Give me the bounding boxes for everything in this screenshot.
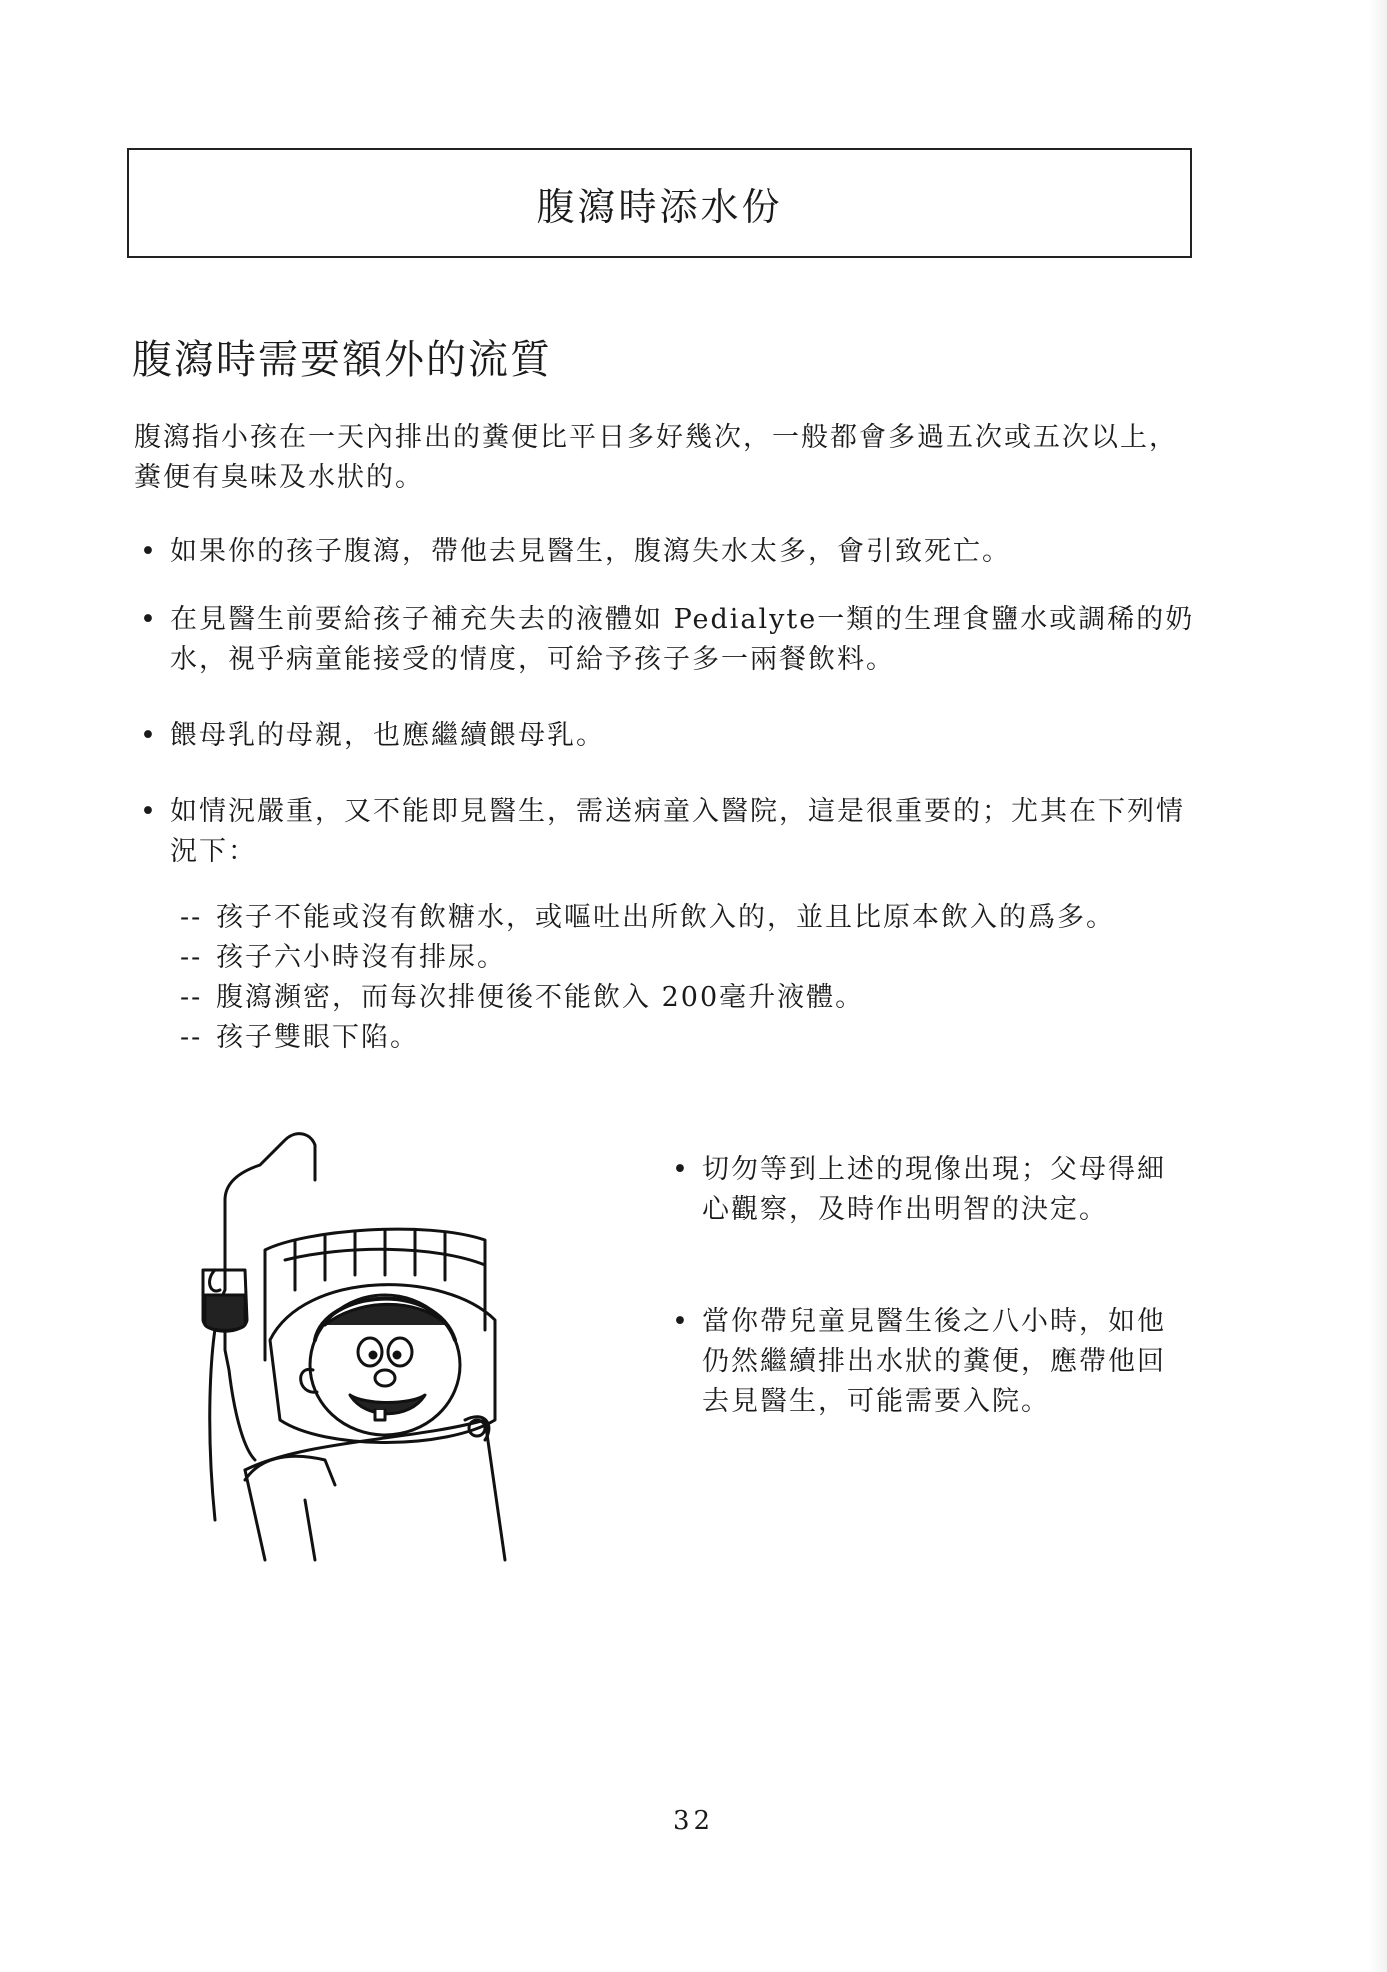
sub-item [180, 898, 1190, 938]
bullet-text: 如果你的孩子腹瀉，帶他去見醫生，腹瀉失水太多，會引致死亡。 [170, 536, 1011, 567]
sub-item-text: 孩子雙眼下陷。 [216, 1022, 419, 1053]
sub-item [180, 1018, 1190, 1058]
page-edge-shadow [1369, 0, 1387, 1972]
page-number: 32 [672, 1806, 715, 1836]
bullet-item [140, 792, 1195, 872]
dash-marker: -- [180, 1022, 203, 1053]
child-arm [245, 1456, 335, 1485]
bullet-item [140, 532, 1195, 572]
bullet-dot-icon: • [672, 1154, 690, 1185]
bullet-item [140, 716, 1195, 756]
bullet-text: 如情況嚴重，又不能即見醫生，需送病童入醫院，這是很重要的；尤其在下列情況下： [170, 796, 1185, 867]
sub-item-text: 孩子不能或沒有飲糖水，或嘔吐出所飲入的，並且比原本飲入的爲多。 [216, 902, 1115, 933]
side-bullet-text: 切勿等到上述的現像出現；父母得細心觀察，及時作出明智的決定。 [702, 1154, 1166, 1225]
page-title: 腹瀉時添水份 [536, 184, 783, 229]
dash-marker: -- [180, 982, 203, 1013]
dash-marker: -- [180, 942, 203, 973]
section-heading: 腹瀉時需要額外的流質 [132, 337, 552, 383]
bullet-dot-icon: • [140, 796, 158, 827]
condition-sublist [180, 898, 1190, 1058]
sub-item-text: 腹瀉瀕密，而每次排便後不能飲入 200毫升液體。 [216, 982, 865, 1013]
sub-item [180, 978, 1190, 1018]
bullet-dot-icon: • [140, 720, 158, 751]
bullet-dot-icon: • [140, 536, 158, 567]
side-bullet-text: 當你帶兒童見醫生後之八小時，如他仍然繼續排出水狀的糞便，應帶他回去見醫生，可能需要入院。 [702, 1306, 1166, 1417]
dash-marker: -- [180, 902, 203, 933]
sub-item [180, 938, 1190, 978]
bullet-text: 在見醫生前要給孩子補充失去的液體如 Pedialyte一類的生理食鹽水或調稀的奶水，視乎病童能接受的情度，可給予孩子多一兩餐飲料。 [170, 604, 1195, 675]
bullet-item [140, 600, 1195, 680]
sick-child-illustration [185, 1120, 635, 1570]
side-bullet-item [672, 1150, 1192, 1230]
bullet-dot-icon: • [140, 604, 158, 635]
side-bullet-item [672, 1302, 1192, 1422]
title-box [127, 148, 1192, 258]
intro-paragraph: 腹瀉指小孩在一天內排出的糞便比平日多好幾次，一般都會多過五次或五次以上，糞便有臭味及水狀的。 [134, 422, 1178, 493]
bullet-dot-icon: • [672, 1306, 690, 1337]
sub-item-text: 孩子六小時沒有排尿。 [216, 942, 506, 973]
bullet-text: 餵母乳的母親，也應繼續餵母乳。 [170, 720, 605, 751]
